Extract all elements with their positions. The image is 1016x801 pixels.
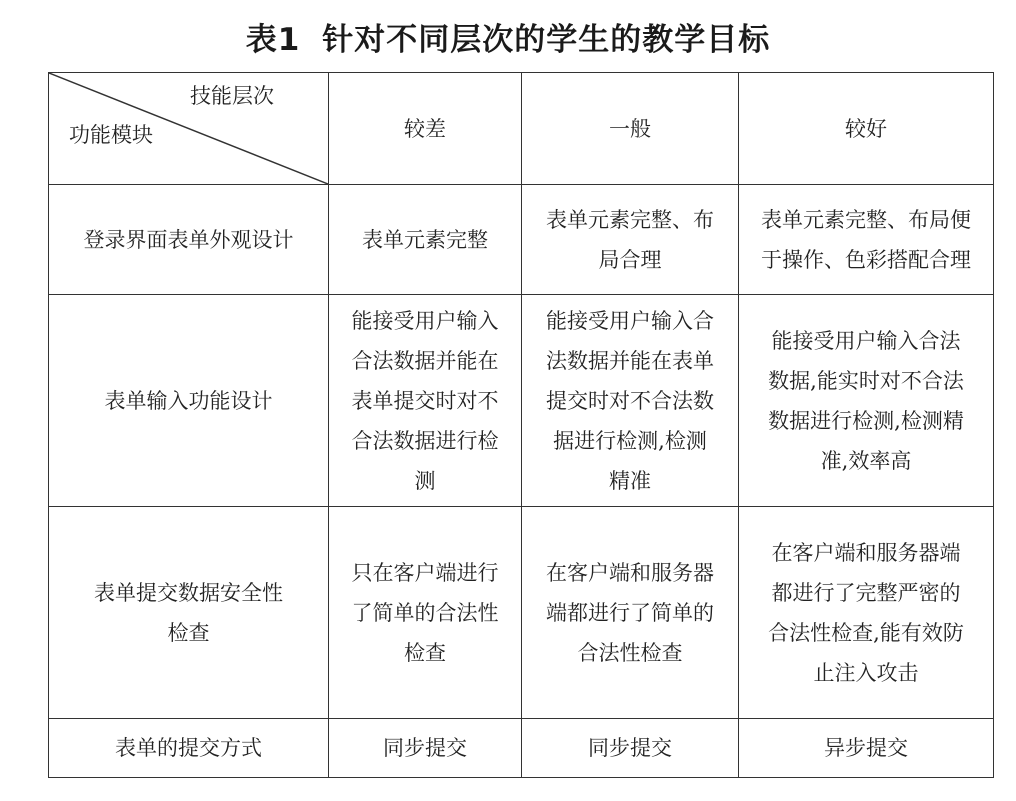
form-submit-security-row	[49, 507, 994, 719]
module-text-line: 表单提交数据安全性	[94, 580, 283, 605]
login-form-appearance-row	[49, 185, 994, 295]
goal-text-line: 都进行了完整严密的	[771, 580, 961, 605]
goal-text-line: 局合理	[598, 247, 662, 272]
goal-text-line: 表单提交时对不	[351, 388, 499, 413]
form-submit-method-row	[49, 719, 994, 778]
goal-text-line: 表单元素完整	[362, 227, 488, 252]
level-header-good: 较好	[739, 73, 994, 185]
level-header-average: 一般	[522, 73, 739, 185]
goal-cell-good	[739, 719, 994, 778]
skill-level-header: 技能层次	[190, 84, 274, 108]
teaching-goals-table	[48, 72, 994, 778]
goal-text-line: 在客户端和服务器端	[771, 540, 961, 565]
goal-text-line: 于操作、色彩搭配合理	[761, 247, 971, 272]
goal-text-line: 合法数据进行检	[351, 428, 499, 453]
function-module-header: 功能模块	[69, 123, 153, 147]
goal-text-line: 表单元素完整、布局便	[761, 207, 971, 232]
goal-text-line: 了简单的合法性	[351, 600, 499, 625]
goal-text-line: 检查	[404, 640, 446, 665]
goal-cell-good	[739, 507, 994, 719]
goal-cell-average	[522, 185, 739, 295]
goal-cell-poor	[329, 295, 522, 507]
goal-text-line: 测	[414, 468, 436, 493]
module-cell	[49, 719, 329, 778]
form-input-function-row	[49, 295, 994, 507]
goal-text-line: 数据进行检测,检测精	[768, 408, 964, 433]
goal-text-line: 能接受用户输入	[351, 308, 499, 333]
goal-text-line: 端都进行了简单的	[546, 600, 714, 625]
table-caption	[0, 14, 1016, 59]
table-header-row	[49, 73, 994, 185]
goal-text-line: 异步提交	[824, 736, 908, 760]
module-text-line: 检查	[167, 620, 210, 645]
goal-text-line: 能接受用户输入合法	[771, 328, 961, 353]
goal-text-line: 只在客户端进行	[351, 560, 499, 585]
goal-text-line: 止注入攻击	[813, 660, 919, 685]
module-cell	[49, 185, 329, 295]
goal-cell-average	[522, 507, 739, 719]
goal-cell-average	[522, 719, 739, 778]
goal-cell-poor	[329, 185, 522, 295]
module-text-line: 表单输入功能设计	[104, 388, 273, 413]
goal-text-line: 精准	[609, 468, 651, 493]
module-text-line: 登录界面表单外观设计	[83, 227, 294, 252]
diagonal-header-cell	[49, 73, 329, 185]
module-cell	[49, 295, 329, 507]
goal-cell-poor	[329, 719, 522, 778]
goal-text-line: 法数据并能在表单	[546, 348, 714, 373]
goal-text-line: 在客户端和服务器	[546, 560, 714, 585]
goal-text-line: 合法数据并能在	[351, 348, 499, 373]
goal-cell-good	[739, 185, 994, 295]
table-number: 表1	[245, 22, 301, 58]
goal-cell-average	[522, 295, 739, 507]
goal-cell-poor	[329, 507, 522, 719]
goal-text-line: 提交时对不合法数	[546, 388, 714, 413]
module-text-line: 表单的提交方式	[115, 736, 262, 760]
goal-text-line: 同步提交	[588, 736, 672, 760]
module-cell	[49, 507, 329, 719]
goal-text-line: 合法性检查,能有效防	[768, 620, 964, 645]
table-title: 针对不同层次的学生的教学目标	[322, 22, 771, 58]
goal-text-line: 能接受用户输入合	[546, 308, 714, 333]
goal-text-line: 表单元素完整、布	[546, 207, 714, 232]
goal-cell-good	[739, 295, 994, 507]
goal-text-line: 准,效率高	[820, 448, 912, 473]
goal-text-line: 据进行检测,检测	[553, 428, 707, 453]
level-header-poor: 较差	[329, 73, 522, 185]
goal-text-line: 合法性检查	[577, 640, 683, 665]
goal-text-line: 数据,能实时对不合法	[768, 368, 964, 393]
goal-text-line: 同步提交	[383, 736, 467, 760]
